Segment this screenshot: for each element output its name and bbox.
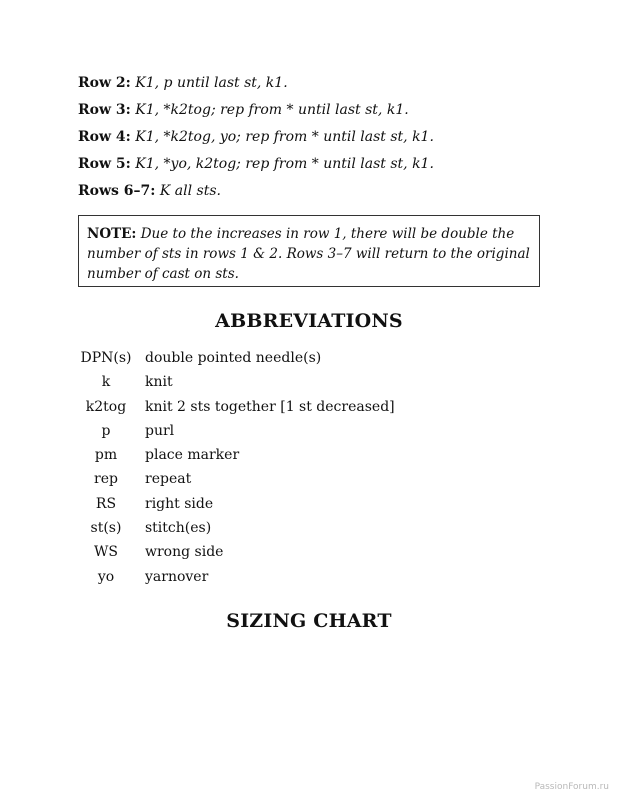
abbreviation-term: WS	[94, 544, 118, 561]
abbreviation-definition: wrong side	[145, 544, 224, 561]
row-label: Row 5:	[78, 156, 131, 172]
abbreviation-term: p	[101, 422, 111, 439]
abbreviation-term: k2tog	[85, 398, 127, 415]
abbreviations-heading: ABBREVIATIONS	[215, 310, 403, 332]
pattern-row	[78, 97, 548, 124]
row-label: Rows 6–7:	[78, 183, 156, 199]
list-item	[78, 395, 478, 419]
list-item	[78, 467, 478, 491]
abbreviation-definition: right side	[145, 495, 214, 512]
note-label: NOTE:	[87, 226, 137, 242]
abbreviation-definition: double pointed needle(s)	[145, 350, 322, 366]
pattern-row	[78, 178, 548, 205]
abbreviation-definition: knit	[145, 374, 173, 391]
abbreviation-definition: place marker	[145, 447, 240, 464]
pattern-row	[78, 70, 548, 97]
pattern-rows	[78, 70, 548, 205]
note-text: Due to the increases in row 1, there will be double the number of sts in rows 1 & 2. Rows 3–7 will return to the original number of cast on sts.	[87, 226, 530, 282]
row-instruction: K all sts.	[159, 183, 221, 199]
list-item	[78, 492, 478, 516]
abbreviation-definition: repeat	[145, 471, 192, 488]
row-instruction: K1, p until last st, k1.	[135, 75, 288, 91]
pattern-row	[78, 124, 548, 151]
list-item	[78, 346, 478, 370]
watermark: PassionForum.ru	[534, 782, 609, 792]
abbreviation-term: pm	[94, 447, 118, 464]
pattern-row	[78, 151, 548, 178]
abbreviation-definition: purl	[145, 422, 175, 439]
list-item	[78, 419, 478, 443]
abbreviation-term: DPN(s)	[80, 350, 132, 366]
note-box	[78, 215, 540, 287]
abbreviation-definition: stitch(es)	[145, 520, 212, 537]
row-label: Row 3:	[78, 102, 131, 118]
row-label: Row 4:	[78, 129, 131, 145]
abbreviation-term: yo	[97, 568, 115, 585]
list-item	[78, 370, 478, 394]
abbreviation-term: rep	[94, 471, 118, 488]
list-item	[78, 443, 478, 467]
row-instruction: K1, *k2tog, yo; rep from * until last st, k1.	[135, 129, 434, 145]
row-instruction: K1, *yo, k2tog; rep from * until last st, k1.	[135, 156, 434, 172]
list-item	[78, 565, 478, 589]
abbreviation-definition: yarnover	[145, 568, 209, 585]
abbreviation-term: RS	[95, 495, 117, 512]
abbreviations-list	[78, 346, 478, 589]
sizing-chart-heading: SIZING CHART	[226, 610, 392, 632]
row-label: Row 2:	[78, 75, 131, 91]
list-item	[78, 540, 478, 564]
row-instruction: K1, *k2tog; rep from * until last st, k1.	[135, 102, 409, 118]
abbreviation-term: k	[101, 374, 111, 391]
abbreviation-definition: knit 2 sts together [1 st decreased]	[145, 398, 395, 415]
abbreviation-term: st(s)	[90, 520, 122, 537]
list-item	[78, 516, 478, 540]
